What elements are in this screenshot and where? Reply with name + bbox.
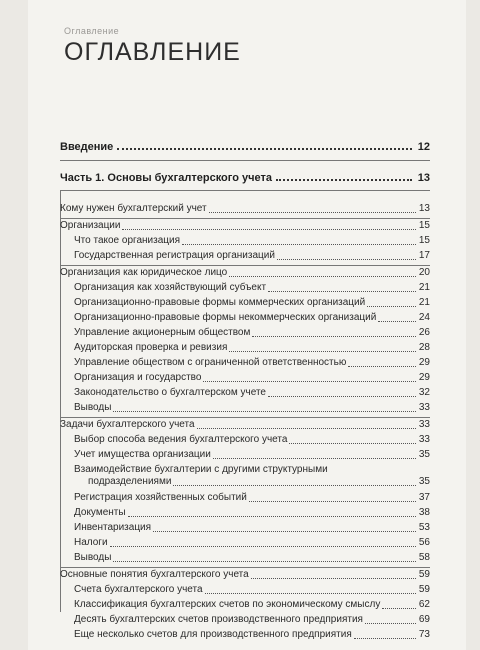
- dot-leader: [122, 229, 415, 230]
- toc-entry[interactable]: [74, 552, 430, 564]
- toc-entry-page: 17: [418, 250, 430, 261]
- toc-entry[interactable]: [60, 220, 430, 232]
- toc-entry-label: Организация как юридическое лицо: [60, 267, 228, 278]
- dot-leader: [229, 276, 416, 277]
- toc-part-1[interactable]: [60, 172, 430, 184]
- toc-entry[interactable]: [74, 464, 430, 488]
- toc-entry-page: 21: [418, 282, 430, 293]
- toc-entry-page: 35: [418, 476, 430, 487]
- dot-leader: [367, 306, 416, 307]
- dot-leader: [268, 291, 416, 292]
- dot-leader: [110, 546, 416, 547]
- vertical-rule: [60, 190, 61, 612]
- toc-entry[interactable]: [74, 372, 430, 384]
- dot-leader: [173, 485, 415, 486]
- dot-leader: [117, 148, 411, 150]
- toc-entry-label: Взаимодействие бухгалтерии с другими структурными: [74, 464, 328, 475]
- dot-leader: [197, 428, 416, 429]
- dot-leader: [277, 259, 416, 260]
- dot-leader: [378, 321, 416, 322]
- toc-entry[interactable]: [74, 537, 430, 549]
- toc-entry-page: 33: [418, 419, 430, 430]
- dot-leader: [365, 623, 416, 624]
- toc-entry-page: 53: [418, 522, 430, 533]
- running-head: Оглавление: [64, 26, 120, 36]
- dot-leader: [128, 516, 416, 517]
- toc-entry-label: Основные понятия бухгалтерского учета: [60, 569, 249, 580]
- toc-entry[interactable]: [74, 614, 430, 626]
- toc-entry[interactable]: [74, 584, 430, 596]
- divider: [60, 567, 430, 568]
- toc-entry-label: Законодательство о бухгалтерском учете: [74, 387, 266, 398]
- toc-entry[interactable]: [74, 357, 430, 369]
- toc-entry-page: 26: [418, 327, 430, 338]
- toc-part-1-label: Часть 1. Основы бухгалтерского учета: [60, 172, 272, 184]
- toc-entry-page: 20: [418, 267, 430, 278]
- toc-entry-label: Десять бухгалтерских счетов производственного предприятия: [74, 614, 363, 625]
- toc-entry-label: Учет имущества организации: [74, 449, 211, 460]
- toc-entry-label: Выводы: [74, 552, 112, 563]
- toc-entry-label: Налоги: [74, 537, 108, 548]
- toc-entry-page: 29: [418, 372, 430, 383]
- dot-leader: [249, 501, 416, 502]
- toc-intro-page: 12: [417, 141, 430, 153]
- toc-entry-label: Что такое организация: [74, 235, 180, 246]
- dot-leader: [203, 381, 415, 382]
- toc-part-1-page: 13: [417, 172, 430, 184]
- toc-entry[interactable]: [74, 342, 430, 354]
- dot-leader: [205, 593, 416, 594]
- toc-entry[interactable]: [74, 492, 430, 504]
- toc-entry-label: Управление акционерным обществом: [74, 327, 251, 338]
- toc-intro[interactable]: [60, 141, 430, 153]
- toc-entry-label: Организация как хозяйствующий субъект: [74, 282, 267, 293]
- toc-entry-label: Задачи бухгалтерского учета: [60, 419, 195, 430]
- toc-entry-label: Организация и государство: [74, 372, 202, 383]
- dot-leader: [209, 212, 416, 213]
- dot-leader: [252, 336, 416, 337]
- toc-entry[interactable]: [74, 402, 430, 414]
- dot-leader: [382, 608, 416, 609]
- toc-entry-label: Аудиторская проверка и ревизия: [74, 342, 228, 353]
- toc-entry-label: Выбор способа ведения бухгалтерского учета: [74, 434, 288, 445]
- toc-entry[interactable]: [74, 507, 430, 519]
- dot-leader: [251, 578, 416, 579]
- divider: [60, 265, 430, 266]
- toc-entry-page: 33: [418, 434, 430, 445]
- toc-entry[interactable]: [74, 327, 430, 339]
- toc-entry[interactable]: [74, 599, 430, 611]
- toc-entry-page: 69: [418, 614, 430, 625]
- toc-entry-label: Регистрация хозяйственных событий: [74, 492, 247, 503]
- toc-entry-page: 13: [418, 203, 430, 214]
- toc-entry-page: 32: [418, 387, 430, 398]
- page-title: ОГЛАВЛЕНИЕ: [64, 38, 241, 66]
- dot-leader: [354, 638, 416, 639]
- dot-leader: [213, 458, 416, 459]
- toc-entry-page: 15: [418, 220, 430, 231]
- divider: [60, 218, 430, 219]
- toc-entry-label: Еще несколько счетов для производственного предприятия: [74, 629, 352, 640]
- toc-entry-label: Управление обществом с ограниченной ответственностью: [74, 357, 347, 368]
- toc-entry-page: 59: [418, 584, 430, 595]
- toc-entry-label: Кому нужен бухгалтерский учет: [60, 203, 207, 214]
- toc-entry-page: 37: [418, 492, 430, 503]
- divider: [60, 417, 430, 418]
- toc-entry-page: 58: [418, 552, 430, 563]
- toc-entry-page: 33: [418, 402, 430, 413]
- divider: [60, 190, 430, 191]
- toc-entry[interactable]: [74, 387, 430, 399]
- toc-entry-label: Организации: [60, 220, 121, 231]
- toc-entry-label: Счета бухгалтерского учета: [74, 584, 203, 595]
- dot-leader: [182, 244, 416, 245]
- toc-entry-label: Классификация бухгалтерских счетов по экономическому смыслу: [74, 599, 381, 610]
- toc-entry-page: 73: [418, 629, 430, 640]
- toc-entry-page: 24: [418, 312, 430, 323]
- dot-leader: [113, 411, 415, 412]
- toc-entry-label: Организационно-правовые формы коммерческих организаций: [74, 297, 366, 308]
- toc-entry[interactable]: [74, 250, 430, 262]
- dot-leader: [113, 561, 415, 562]
- toc-entry-page: 29: [418, 357, 430, 368]
- dot-leader: [348, 366, 416, 367]
- toc-entry-page: 56: [418, 537, 430, 548]
- toc-entry[interactable]: [74, 522, 430, 534]
- toc-entry-label: Организационно-правовые формы некоммерческих организаций: [74, 312, 377, 323]
- toc-entry[interactable]: [74, 235, 430, 247]
- toc-entry-label: Государственная регистрация организаций: [74, 250, 275, 261]
- dot-leader: [153, 531, 416, 532]
- toc-entry-page: 15: [418, 235, 430, 246]
- toc-entry[interactable]: [74, 297, 430, 309]
- divider: [60, 160, 430, 161]
- toc-entry[interactable]: [60, 569, 430, 581]
- dot-leader: [276, 179, 412, 181]
- toc-entry-page: 21: [418, 297, 430, 308]
- toc-entry[interactable]: [60, 203, 430, 215]
- toc-entry[interactable]: [74, 629, 430, 641]
- toc-entry-page: 28: [418, 342, 430, 353]
- toc-entry[interactable]: [60, 267, 430, 279]
- dot-leader: [229, 351, 416, 352]
- toc-entry-label: Инвентаризация: [74, 522, 152, 533]
- toc-intro-label: Введение: [60, 141, 114, 153]
- toc-entry-label: подразделениями: [88, 476, 172, 487]
- toc-entry-page: 38: [418, 507, 430, 518]
- toc-entry[interactable]: [74, 449, 430, 461]
- dot-leader: [268, 396, 416, 397]
- toc-entry[interactable]: [74, 312, 430, 324]
- dot-leader: [289, 443, 415, 444]
- toc-entry[interactable]: [74, 434, 430, 446]
- toc-entry-label: Документы: [74, 507, 126, 518]
- toc-entry-page: 59: [418, 569, 430, 580]
- toc-entry-label: Выводы: [74, 402, 112, 413]
- toc-entry[interactable]: [74, 282, 430, 294]
- toc-entry-page: 35: [418, 449, 430, 460]
- toc-entry[interactable]: [60, 419, 430, 431]
- toc-entry-page: 62: [418, 599, 430, 610]
